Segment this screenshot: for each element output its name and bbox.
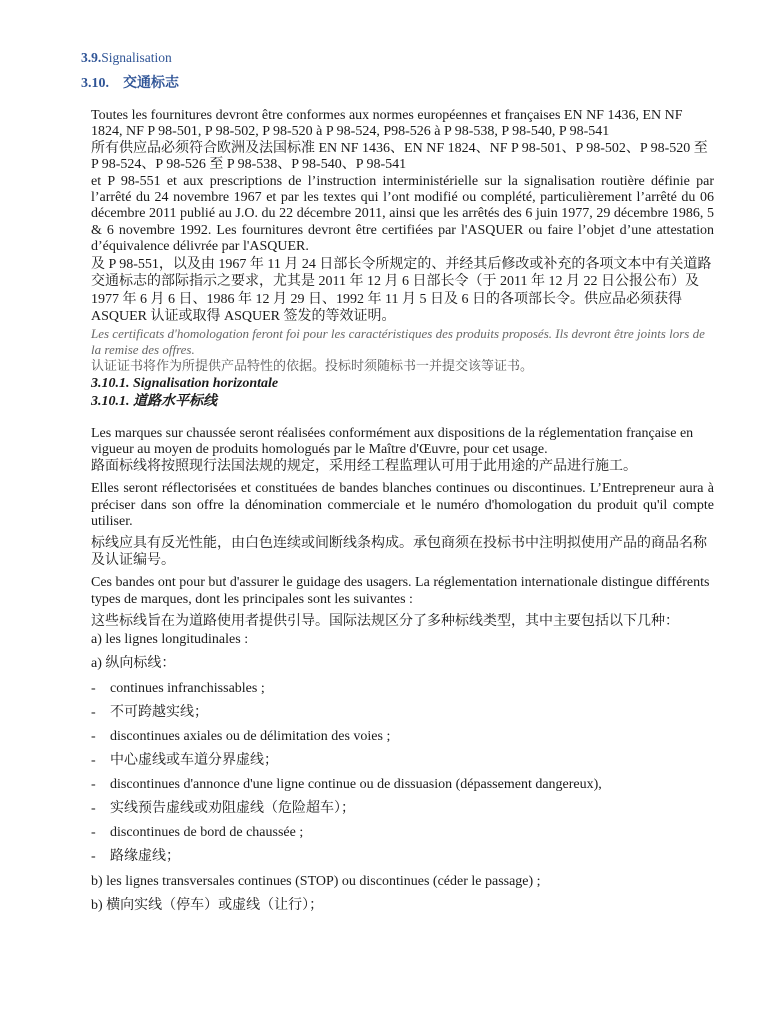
subheading-3-10-1-zh — [91, 394, 217, 411]
list-item — [91, 728, 390, 745]
list-a-fr: a) les lignes longitudinales : — [91, 632, 249, 647]
dash-bullet: - — [91, 777, 96, 792]
list-item — [91, 800, 355, 817]
list-text: 纵向标线： — [105, 656, 176, 671]
dash-bullet: - — [91, 681, 96, 696]
heading-3-10 — [81, 72, 179, 92]
list-b-zh — [91, 897, 323, 914]
heading-text: 交通标志 — [123, 76, 179, 91]
list-prefix: b) — [91, 898, 103, 913]
heading-text: Signalisation — [101, 50, 172, 65]
list-item-fr: continues infranchissables ; — [110, 681, 265, 696]
list-b-fr: b) les lignes transversales continues (STOP) ou discontinues (céder le passage) ; — [91, 874, 541, 889]
list-item — [91, 704, 208, 721]
list-item — [91, 680, 265, 697]
dash-bullet: - — [91, 801, 96, 816]
heading-3-9 — [81, 50, 172, 66]
paragraph-fr-italic: Les certificats d'homologation feront foi pour les caractéristiques des produits proposés. Ils devront être joints lors de la remise des offres. — [91, 325, 705, 357]
dash-bullet: - — [91, 729, 96, 744]
list-item — [91, 824, 303, 841]
paragraph-fr: Les marques sur chaussée seront réalisées conformément aux dispositions de la réglementation française en vigueur au moyen de produits homologués par le Maître d'Œuvre, pour cet usage. — [91, 426, 694, 458]
subheading-text: 道路水平标线 — [133, 394, 217, 409]
dash-bullet: - — [91, 825, 96, 840]
paragraph-fr: Ces bandes ont pour but d'assurer le guidage des usagers. La réglementation internationale distingue différents types de marques, dont les principales sont les suivantes : — [91, 575, 710, 607]
list-item-zh: 实线预告虚线或劝阻虚线（危险超车）； — [110, 801, 355, 816]
list-prefix: a) — [91, 656, 102, 671]
list-item-fr: discontinues d'annonce d'une ligne continue ou de dissuasion (dépassement dangereux), — [110, 777, 602, 792]
subheading-3-10-1-fr: 3.10.1. Signalisation horizontale — [91, 376, 279, 391]
heading-number: 3.9. — [81, 50, 102, 65]
list-item — [91, 848, 180, 865]
paragraph-fr: et P 98-551 et aux prescriptions de l’instruction interministérielle sur la signalisation routière définie par l’arrêté du 24 novembre 1967 et par les textes qui l’ont modifié ou complété, particulièrement l’arrêté du 06 décembre 2011 publié au J.O. du 22 décembre 2011, ainsi que les arrêtés des 6 juin 1977, 29 décembre 1986, 5 & 6 novembre 1992. Les fournitures devront être certifiées par l'ASQUER ou faire l’objet d’une attestation d’équivalence délivrée par l'ASQUER. — [91, 173, 714, 255]
list-item — [91, 752, 278, 769]
dash-bullet: - — [91, 849, 96, 864]
paragraph-fr: Toutes les fournitures devront être conformes aux normes européennes et françaises EN NF 1436, EN NF 1824, NF P 98-501, P 98-502, P 98-520 à P 98-524, P98-526 à P 98-538, P 98-540, P 98-541 — [91, 108, 683, 140]
paragraph-zh: 标线应具有反光性能，由白色连续或间断线条构成。承包商须在投标书中注明拟使用产品的商品名称及认证编号。 — [91, 536, 707, 568]
paragraph-zh: 及 P 98-551，以及由 1967 年 11 月 24 日部长令所规定的、并经其后修改或补充的各项文本中有关道路交通标志的部际指示之要求，尤其是 2011 年 12 月 6 日部长令（于 2011 年 12 月 22 日公报公布）及 1977 年 6 月 6 日、1986 年 12 月 29 日、1992 年 11 月 5 日及 6 日的各项部长令。供应品必须获得 ASQUER 认证或取得 ASQUER 签发的等效证明。 — [91, 256, 712, 325]
list-item-zh: 不可跨越实线； — [110, 705, 208, 720]
dash-bullet: - — [91, 753, 96, 768]
list-item-zh: 路缘虚线； — [110, 849, 180, 864]
list-item-fr: discontinues de bord de chaussée ; — [110, 825, 304, 840]
heading-number: 3.10. — [81, 76, 109, 91]
section-paragraphs — [91, 426, 714, 630]
list-item — [91, 776, 602, 793]
paragraph-zh: 这些标线旨在为道路使用者提供引导。国际法规区分了多种标线类型，其中主要包括以下几种： — [91, 614, 679, 630]
list-item-zh: 中心虚线或车道分界虚线； — [110, 753, 278, 768]
dash-bullet: - — [91, 705, 96, 720]
list-item-fr: discontinues axiales ou de délimitation des voies ; — [110, 729, 391, 744]
intro-block — [91, 108, 714, 374]
list-a-zh — [91, 655, 175, 672]
subheading-number: 3.10.1. — [91, 394, 130, 409]
paragraph-zh: 认证证书将作为所提供产品特性的依据。投标时须随标书一并提交该等证书。 — [91, 358, 534, 374]
list-text: 横向实线（停车）或虚线（让行）； — [106, 898, 324, 913]
paragraph-zh: 路面标线将按照现行法国法规的规定，采用经工程监理认可用于此用途的产品进行施工。 — [91, 458, 637, 474]
paragraph-fr: Elles seront réflectorisées et constituées de bandes blanches continues ou discontinues. L’Entrepreneur aura à préciser dans son offre la dénomination commerciale et le numéro d'homologation du produit qu'il compte utiliser. — [91, 481, 714, 530]
paragraph-zh: 所有供应品必须符合欧洲及法国标准 EN NF 1436、EN NF 1824、NF P 98-501、P 98-502、P 98-520 至 P 98-524、P 98-526 至 P 98-538、P 98-540、P 98-541 — [91, 140, 708, 173]
